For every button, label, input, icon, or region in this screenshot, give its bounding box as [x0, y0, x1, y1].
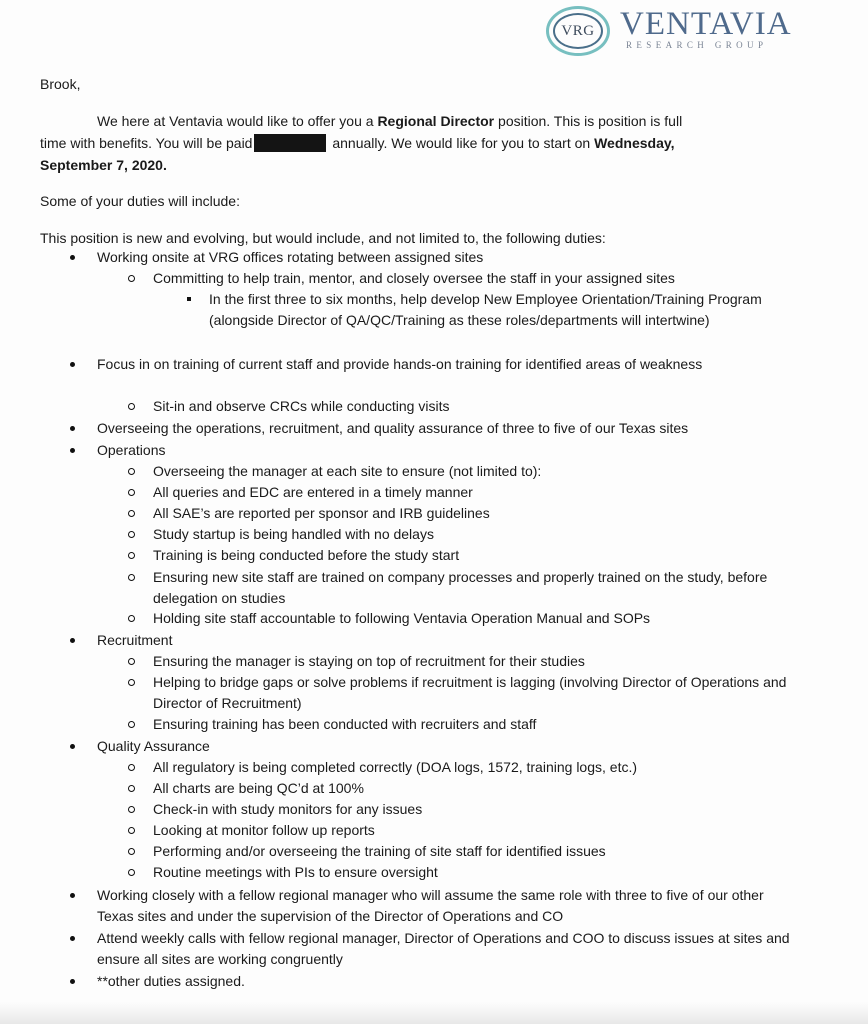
duty-item: Attend weekly calls with fellow regional manager, Director of Operations and COO to discuss issues at sites and ensure all sites are working congruently: [97, 928, 797, 970]
start-date: September 7, 2020.: [40, 157, 167, 173]
position-lead: This position is new and evolving, but would include, and not limited to, the following duties:: [40, 230, 606, 246]
duty-subitem: Check-in with study monitors for any issues: [153, 799, 793, 820]
duty-subitem: Ensuring training has been conducted with recruiters and staff: [153, 714, 793, 735]
duty-heading-operations: Operations: [97, 440, 797, 461]
duty-heading-recruitment: Recruitment: [97, 630, 797, 651]
duty-subitem: All charts are being QC’d at 100%: [153, 778, 793, 799]
duty-item: Overseeing the operations, recruitment, and quality assurance of three to five of our Texas sites: [97, 418, 797, 439]
duty-subitem: Performing and/or overseeing the training of site staff for identified issues: [153, 841, 793, 862]
duty-item: Working closely with a fellow regional manager who will assume the same role with three to five of our other Texas sites and under the supervision of the Director of Operations and CO: [97, 885, 797, 927]
intro-line-1: [97, 111, 682, 132]
duty-subitem: Ensuring the manager is staying on top of recruitment for their studies: [153, 651, 793, 672]
duty-subitem: Overseeing the manager at each site to ensure (not limited to):: [153, 461, 793, 482]
intro-text: annually. We would like for you to start on: [328, 135, 595, 151]
start-day: Wednesday,: [594, 135, 675, 151]
duty-subitem: Committing to help train, mentor, and closely oversee the staff in your assigned sites: [153, 268, 793, 289]
intro-line-2: [40, 133, 675, 154]
duty-subitem: Routine meetings with PIs to ensure oversight: [153, 862, 793, 883]
greeting: Brook,: [40, 76, 81, 92]
duty-item: Focus in on training of current staff and provide hands-on training for identified areas of weakness: [97, 354, 797, 375]
duty-subitem: Study startup is being handled with no delays: [153, 524, 793, 545]
redacted-salary: [254, 134, 326, 152]
intro-line-3: [40, 155, 167, 176]
duty-heading-quality-assurance: Quality Assurance: [97, 736, 797, 757]
logo-subtitle: RESEARCH GROUP: [626, 40, 768, 50]
duty-item: Working onsite at VRG offices rotating between assigned sites: [97, 247, 797, 268]
duty-subitem: Holding site staff accountable to following Ventavia Operation Manual and SOPs: [153, 608, 793, 629]
logo-name: VENTAVIA: [620, 6, 792, 42]
duties-lead: Some of your duties will include:: [40, 193, 240, 209]
duty-subitem: All regulatory is being completed correctly (DOA logs, 1572, training logs, etc.): [153, 757, 793, 778]
duty-subitem: All SAE’s are reported per sponsor and IRB guidelines: [153, 503, 793, 524]
duty-subsubitem: In the first three to six months, help develop New Employee Orientation/Training Program (alongside Director of QA/QC/Training as these roles/departments will intertwine): [209, 289, 769, 331]
logo-mark: [546, 6, 610, 56]
duty-item: **other duties assigned.: [97, 971, 797, 992]
logo-mark-text: VRG: [561, 22, 595, 39]
page-bottom-shadow: [0, 1002, 868, 1024]
duty-subitem: Training is being conducted before the study start: [153, 545, 793, 566]
duty-subitem: Looking at monitor follow up reports: [153, 820, 793, 841]
position-title: Regional Director: [377, 113, 495, 129]
duty-subitem: All queries and EDC are entered in a timely manner: [153, 482, 793, 503]
duty-subitem: Ensuring new site staff are trained on company processes and properly trained on the study, before delegation on studies: [153, 567, 793, 609]
intro-text: position. This is position is full: [494, 113, 683, 129]
duty-subitem: Sit-in and observe CRCs while conducting visits: [153, 396, 793, 417]
duty-subitem: Helping to bridge gaps or solve problems if recruitment is lagging (involving Director of Operations and Director of Recruitment): [153, 672, 793, 714]
intro-text: time with benefits. You will be paid: [40, 135, 253, 151]
intro-text: We here at Ventavia would like to offer you a: [97, 113, 378, 129]
